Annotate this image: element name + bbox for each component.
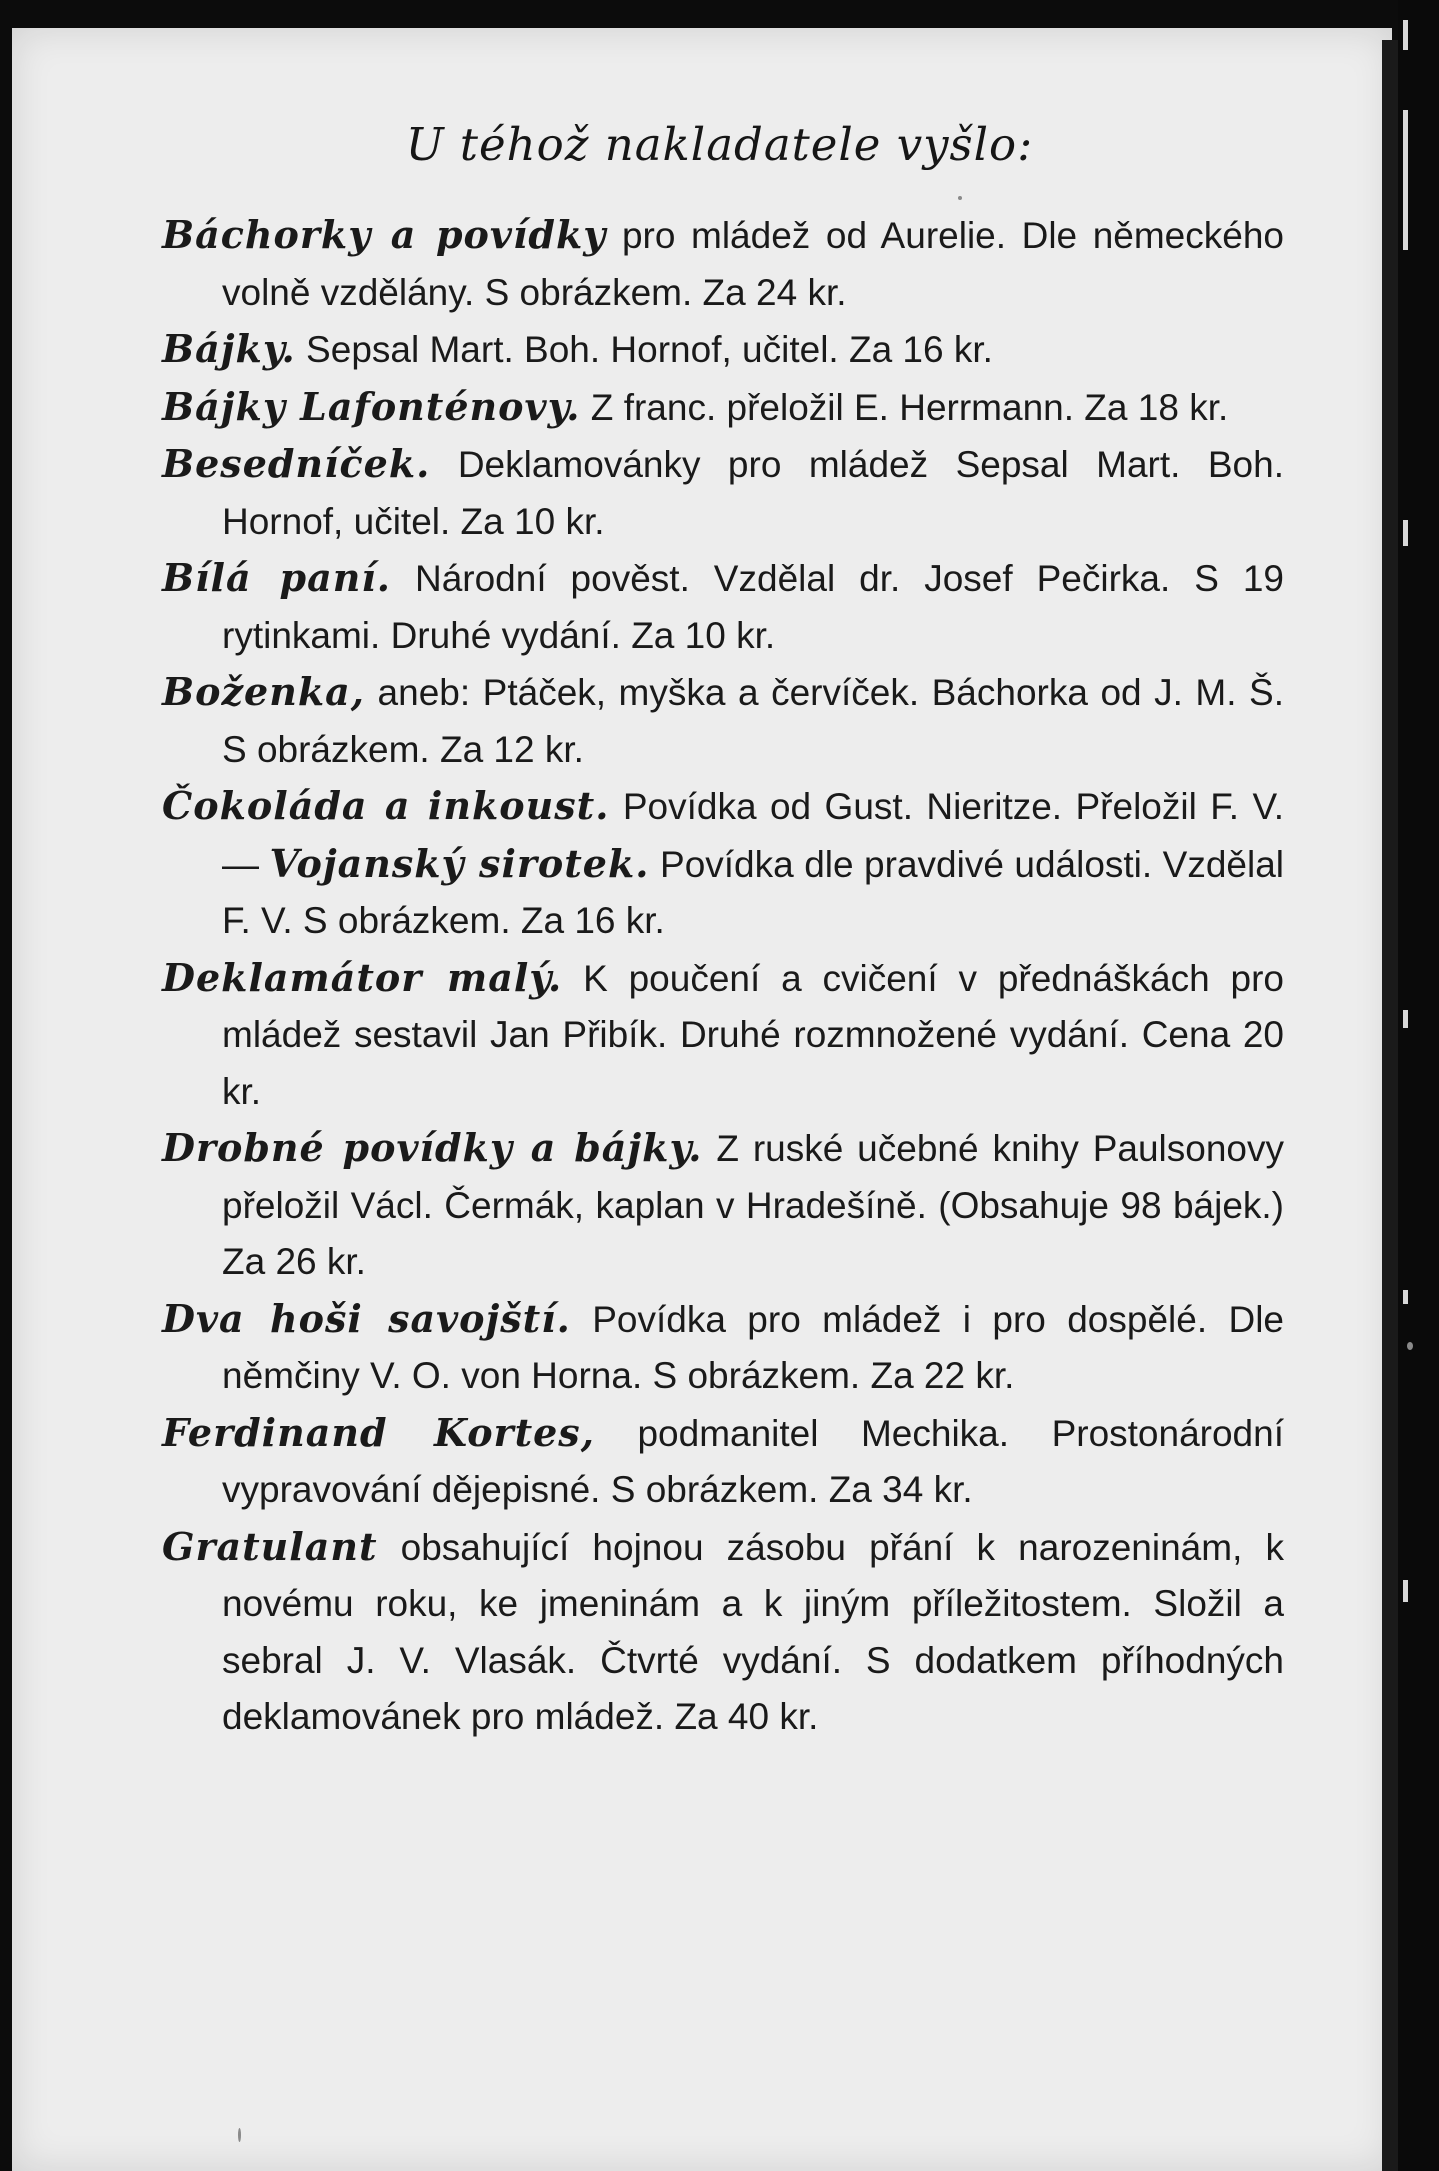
entry-description: Národní pověst. Vzdělal dr. Josef Pečirka. S 19 rytinkami. Druhé vydání. Za 10 kr.	[222, 558, 1285, 656]
entry-description: Povídka pro mládež i pro dospělé. Dle němčiny V. O. von Horna. S obrázkem. Za 22 kr.	[222, 1298, 1284, 1396]
catalog-entry	[162, 778, 1284, 950]
entry-description: Sepsal Mart. Boh. Hornof, učitel. Za 16 kr.	[295, 329, 993, 370]
entry-title: Bájky.	[162, 326, 296, 371]
entry-title: Čokoláda a inkoust.	[162, 783, 610, 828]
catalog-entry	[162, 436, 1284, 550]
edge-mark	[1403, 20, 1408, 50]
catalog-entry	[162, 1291, 1284, 1405]
entry-title: Boženka,	[162, 669, 366, 714]
edge-mark	[1403, 1290, 1408, 1304]
catalog-entry	[162, 664, 1284, 778]
paper-speck	[238, 2128, 241, 2142]
entry-description-secondary: Povídka dle pravdivé události. Vzdělal F. V. S obrázkem. Za 16 kr.	[222, 843, 1285, 941]
catalog-entry	[162, 207, 1284, 321]
entry-title: Bílá paní.	[162, 555, 392, 600]
entry-title: Drobné povídky a bájky.	[162, 1125, 703, 1170]
entry-description: podmanitel Mechika. Prostonárodní vypravování dějepisné. S obrázkem. Za 34 kr.	[222, 1412, 1284, 1510]
entry-description: Povídka od Gust. Nieritze. Přeložil F. V. —	[222, 786, 1285, 885]
entry-description: K poučení a cvičení v přednáškách pro mládež sestavil Jan Přibík. Druhé rozmnožené vydání. Cena 20 kr.	[222, 957, 1284, 1112]
catalog-entry	[162, 1120, 1284, 1291]
edge-mark	[1403, 1580, 1408, 1602]
entry-description: pro mládež od Aurelie. Dle německého volně vzdělány. S obrázkem. Za 24 kr.	[222, 215, 1284, 313]
edge-marks	[1403, 0, 1409, 2171]
paper-speck	[1407, 1342, 1413, 1350]
entry-description: aneb: Ptáček, myška a červíček. Báchorka od J. M. Š. S obrázkem. Za 12 kr.	[222, 672, 1284, 770]
entry-title: Deklamátor malý.	[162, 954, 563, 1000]
entry-title: Bájky Lafonténovy.	[162, 383, 581, 429]
edge-mark	[1403, 520, 1408, 546]
entry-title: Dva hoši savojští.	[162, 1295, 571, 1341]
entry-description: obsahující hojnou zásobu přání k narozeninám, k novému roku, ke jmeninám a k jiným příležitostem. Složil a sebral J. V. Vlasák. Čtvrté vydání. S dodatkem příhodných deklamovánek pro mládež. Za 40 kr.	[222, 1526, 1284, 1737]
entry-title: Besedníček.	[162, 441, 431, 486]
page-heading: U téhož nakladatele vyšlo:	[405, 118, 1034, 171]
edge-mark	[1403, 1010, 1408, 1028]
catalog-entry	[162, 379, 1284, 437]
catalog-entry	[162, 321, 1284, 379]
catalog-entry	[162, 1405, 1284, 1519]
entry-title: Báchorky a povídky	[162, 212, 607, 257]
entry-title-secondary: Vojanský sirotek.	[269, 840, 650, 886]
publisher-catalog	[162, 207, 1284, 1746]
catalog-entry	[162, 550, 1284, 664]
entry-title: Gratulant	[162, 1523, 378, 1569]
entry-description: Z franc. přeložil E. Herrmann. Za 18 kr.	[580, 386, 1229, 428]
catalog-entry	[162, 950, 1284, 1121]
paper-speck	[958, 196, 962, 200]
binding-edge	[1382, 40, 1398, 2171]
catalog-entry	[162, 1519, 1284, 1746]
entry-description: Z ruské učebné knihy Paulsonovy přeložil Václ. Čermák, kaplan v Hradešíně. (Obsahuje 98 bájek.) Za 26 kr.	[222, 1128, 1284, 1282]
entry-description: Deklamovánky pro mládež Sepsal Mart. Boh. Hornof, učitel. Za 10 kr.	[222, 444, 1284, 542]
entry-title: Ferdinand Kortes,	[162, 1409, 595, 1455]
